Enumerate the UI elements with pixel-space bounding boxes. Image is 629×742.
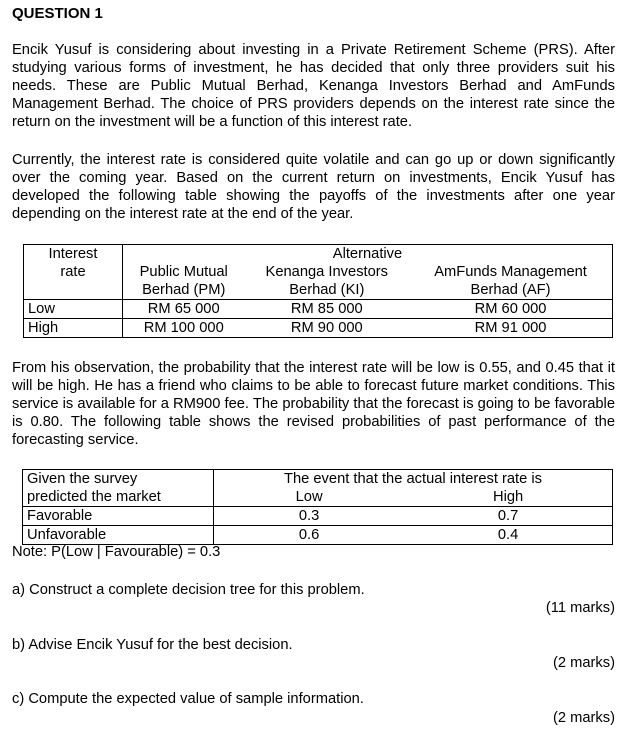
prob-cell: 0.3: [214, 507, 405, 526]
col-header-low: Low: [214, 488, 405, 507]
forecast-paragraph: From his observation, the probability that the interest rate will be low is 0.55, and 0.45 that it will be high. He has a friend who claims to be able to forecast future market conditions. This service is available for a RM900 fee. The probability that the forecast is going to be favorable is 0.80. The following table shows the revised probabilities of past performance of the forecasting service.: [12, 360, 615, 448]
state-high: High: [24, 319, 123, 338]
alt-header-af: AmFunds Management Berhad (AF): [409, 263, 612, 300]
payoff-cell: RM 65 000: [123, 300, 245, 319]
payoff-cell: RM 91 000: [409, 319, 612, 338]
question-c: c) Compute the expected value of sample information.: [12, 691, 364, 707]
prob-cell: 0.6: [214, 526, 405, 545]
table-row: [24, 300, 613, 319]
state-low: Low: [24, 300, 123, 319]
marks-b: (2 marks): [552, 655, 615, 671]
event-header: The event that the actual interest rate is: [214, 470, 613, 489]
intro-paragraph: Encik Yusuf is considering about investing in a Private Retirement Scheme (PRS). After studying various forms of investment, he has decided that only three providers suit his needs. These are Public Mutual Berhad, Kenanga Investors Berhad and AmFunds Management Berhad. The choice of PRS providers depends on the interest rate since the return on the investment will be a function of this interest rate.: [12, 42, 615, 130]
row-label-unfavorable: Unfavorable: [23, 526, 214, 545]
note: Note: P(Low | Favourable) = 0.3: [12, 544, 221, 560]
alt-header-pm: Public Mutual Berhad (PM): [123, 263, 245, 300]
interest-rate-header: Interest rate: [24, 245, 123, 300]
payoff-cell: RM 100 000: [123, 319, 245, 338]
payoff-table: [23, 244, 613, 338]
marks-c: (2 marks): [552, 710, 615, 726]
table-row: [23, 526, 613, 545]
payoff-context-paragraph: Currently, the interest rate is considered quite volatile and can go up or down significantly over the coming year. Based on the current return on investments, Encik Yusuf has developed the following table showing the payoffs of the investments after one year depending on the interest rate at the end of the year.: [12, 152, 615, 222]
table-row: [24, 319, 613, 338]
col-header-high: High: [404, 488, 612, 507]
prob-cell: 0.7: [404, 507, 612, 526]
payoff-cell: RM 90 000: [244, 319, 409, 338]
payoff-cell: RM 60 000: [409, 300, 612, 319]
payoff-cell: RM 85 000: [244, 300, 409, 319]
table-row: [23, 507, 613, 526]
alternative-header: Alternative: [123, 245, 613, 264]
survey-header: Given the survey predicted the market: [23, 470, 214, 507]
question-a: a) Construct a complete decision tree for this problem.: [12, 582, 365, 598]
row-label-favorable: Favorable: [23, 507, 214, 526]
marks-a: (11 marks): [545, 600, 615, 616]
prob-cell: 0.4: [404, 526, 612, 545]
survey-table: [22, 469, 613, 545]
question-title: QUESTION 1: [12, 5, 103, 22]
alt-header-ki: Kenanga Investors Berhad (KI): [244, 263, 409, 300]
question-b: b) Advise Encik Yusuf for the best decision.: [12, 637, 293, 653]
